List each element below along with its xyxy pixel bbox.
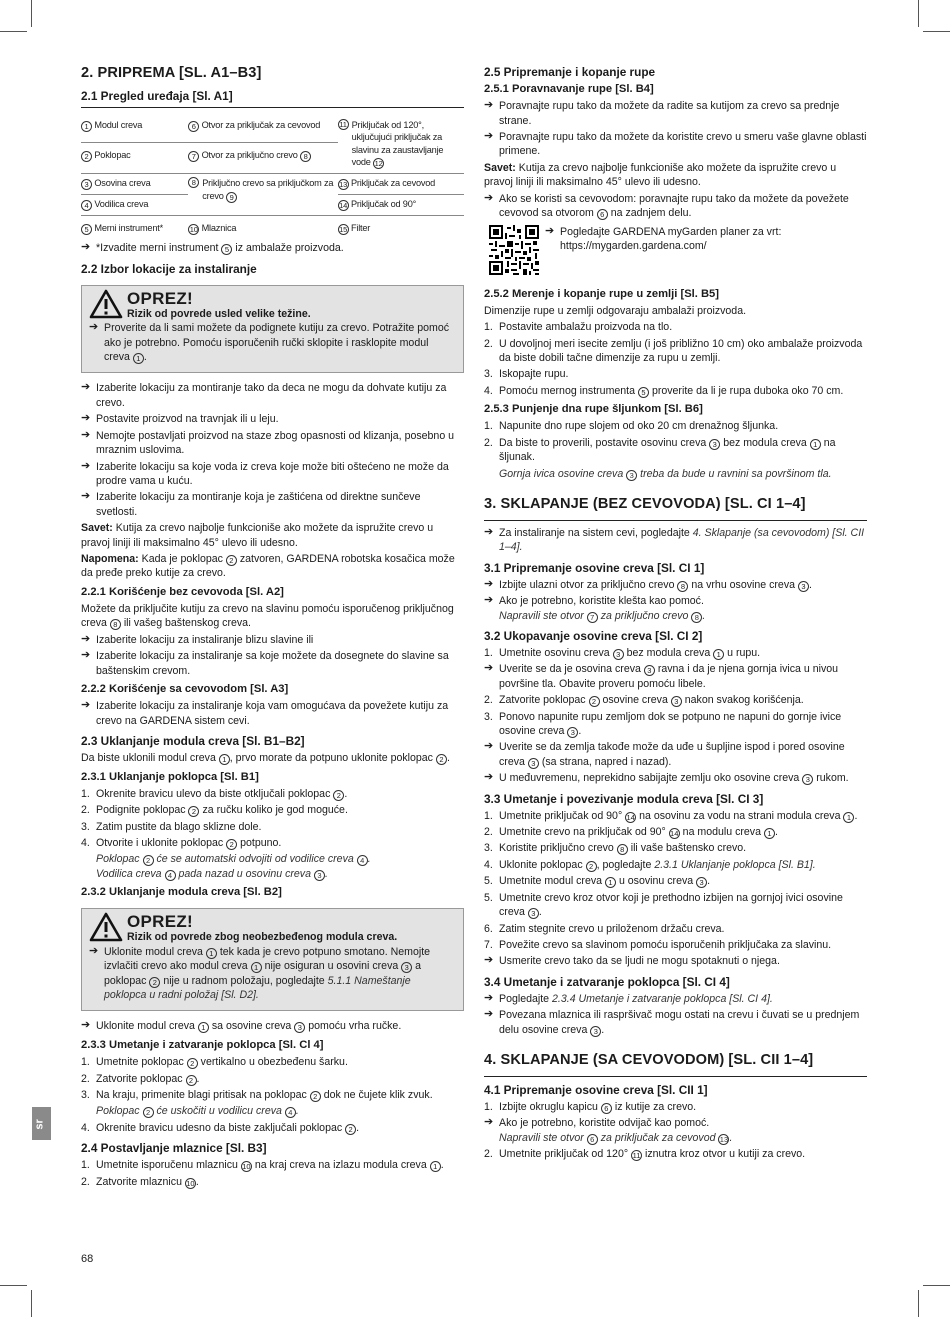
subsection-title: 3.3 Umetanje i povezivanje modula creva [Sl. CI 3]: [484, 791, 764, 806]
list-item: ➔ Poravnajte rupu tako da možete da koristite crevo u smeru vaše glavne oblasti primene.: [484, 130, 867, 158]
right-column: [484, 64, 867, 1163]
section-title: 2. PRIPREMA [SL. A1–B3]: [81, 65, 262, 81]
qr-block: ➔ Pogledajte GARDENA myGarden planer za vrt: https://mygarden.gardena.com/: [489, 225, 867, 275]
table-row: 4 Vodilica creva 14 Priključak od 90°: [81, 195, 464, 216]
warning-title: OPREZ!: [127, 912, 194, 932]
list-item: ➔ Za instaliranje na sistem cevi, pogledajte 4. Sklapanje (sa cevovodom) [Sl. CII 1–4].: [484, 525, 865, 554]
crop-mark: [31, 0, 32, 27]
subsection-title: 2.3 Uklanjanje modula creva [Sl. B1–B2]: [81, 734, 305, 749]
subsection-title: 3.1 Pripremanje osovine creva [Sl. CI 1]: [484, 560, 705, 575]
warning-subtitle: Rizik od povrede zbog neobezbeđenog modula creva.: [127, 931, 398, 944]
subsection-title: 3.2 Ukopavanje osovine creva [Sl. CI 2]: [484, 628, 703, 643]
result-text: Poklopac 2 će uskočiti u vodilicu creva 4 .: [96, 1105, 299, 1118]
list-item: 1. Umetnite priključak od 90° 14 na osovinu za vodu na strani modula creva 1 .: [484, 809, 858, 822]
list-item: ➔ Izaberite lokaciju za instaliranje blizu slavine ili: [81, 632, 314, 646]
subsection-title: 2.1 Pregled uređaja [Sl. A1]: [81, 88, 464, 108]
paragraph: Možete da priključite kutiju za crevo na slavinu pomoću isporučenog priključnog creva 8 ili vašeg baštenskog creva.: [81, 603, 454, 630]
list-item: ➔ Postavite proizvod na travnjak ili u leju.: [81, 412, 279, 426]
list-item: 2. U dovoljnoj meri isecite zemlju (i još približno 10 cm) oko ambalaže proizvoda da biste dobili tačne dimenzije za rupu u zemlji.: [484, 337, 863, 364]
subsection-title: 2.3.2 Uklanjanje modula creva [Sl. B2]: [81, 886, 282, 899]
warning-icon: [89, 289, 123, 319]
subsection-title: 2.3.3 Umetanje i zatvaranje poklopca [Sl. Cl 4]: [81, 1038, 324, 1051]
list-item: 1. Postavite ambalažu proizvoda na tlo.: [484, 321, 673, 334]
tip-paragraph: Savet: Kutija za crevo najbolje funkcioniše ako možete da ispružite crevo u pravoj liniji ili maksimalno 45° ulevo ili udesno.: [484, 161, 837, 189]
warning-box: OPREZ! Rizik od povrede zbog neobezbeđenog modula creva. ➔ Uklonite modul creva 1 tek kada je crevo potpuno smotano. Nemojte izvlačiti crevo ako modul creva 1 nije osiguran u osovini creva 3 a poklopac 2 nije u radnom položaju, pogledajte 5.1.1 Nameštanje poklopca u radni položaj [Sl. D2].: [81, 908, 464, 1011]
subsection-title: 2.5.2 Merenje i kopanje rupe u zemlji [Sl. B5]: [484, 287, 720, 300]
list-item: 2. Zatvorite mlaznicu 10.: [81, 1175, 199, 1188]
crop-mark: [918, 0, 919, 27]
list-item: 1. Umetnite osovinu creva 3 bez modula creva 1 u rupu.: [484, 646, 761, 659]
list-item: 6. Zatim stegnite crevo u priloženom držaču creva.: [484, 922, 725, 935]
list-item: ➔ Izaberite lokaciju za instaliranje koja vam omogućava da povežete kutiju za crevo na GARDENA sistem cevi.: [81, 699, 449, 727]
subsection-title: 2.5.3 Punjenje dna rupe šljunkom [Sl. B6]: [484, 403, 703, 416]
list-item: 3. Ponovo napunite rupu zemljom dok se potpuno ne napuni do gornje ivice osovine creva 3 .: [484, 710, 842, 738]
list-item: 2. Umetnite priključak od 120° 11 iznutra kroz otvor u kutiji za crevo.: [484, 1148, 806, 1161]
list-item: ➔ Uklonite modul creva 1 sa osovine creva 3 pomoću vrha ručke.: [81, 1019, 402, 1033]
list-item: 2. Zatvorite poklopac 2 .: [81, 1072, 200, 1085]
list-item: ➔ Izaberite lokaciju za montiranje koja je zaštićena od direktne sunčeve svetlosti.: [81, 490, 421, 518]
subsection-title: 2.5 Pripremanje i kopanje rupe: [484, 65, 656, 79]
page-number: 68: [81, 1253, 94, 1265]
language-tab: sr: [32, 1107, 51, 1140]
table-row: 5 Merni instrument* 10 Mlaznica 15 Filter: [81, 216, 464, 240]
crop-mark: [31, 1290, 32, 1317]
list-item: 2. Zatvorite poklopac 2 osovine creva 3 nakon svakog korišćenja.: [484, 694, 804, 707]
list-item: ➔ Izaberite lokaciju za instaliranje sa koje možete da dosegnete do slavine sa baštenskim crevom.: [81, 649, 449, 677]
warning-subtitle: Rizik od povrede usled velike težine.: [127, 307, 311, 320]
table-row: 1 Modul creva 6 Otvor za priključak za cevovod 11 Priključak od 120°, uključujući priključak za slavinu za zaustavljanje vode 12: [81, 116, 464, 143]
warning-title: OPREZ!: [127, 288, 194, 308]
list-item: 4. Uklonite poklopac 2 , pogledajte 2.3.1 Uklanjanje poklopca [Sl. B1].: [484, 858, 816, 871]
subsection-title: 2.3.1 Uklanjanje poklopca [Sl. B1]: [81, 770, 259, 783]
list-item: 4. Okrenite bravicu udesno da biste zaključali poklopac 2 .: [81, 1121, 360, 1134]
list-item: 2. Podignite poklopac 2 za ručku koliko je god moguće.: [81, 804, 348, 817]
list-item: ➔ Uverite se da zemlja takođe može da uđe u šupljine ispod i pored osovine creva 3 (sa strana, napred i nazad).: [484, 740, 845, 768]
result-text: Vodilica creva 4 pada nazad u osovinu creva 3 .: [96, 867, 328, 880]
list-item: ➔ Izaberite lokaciju sa koje voda iz creva koje može biti oštećeno ne može da prodre vama u kuću.: [81, 459, 449, 487]
note-paragraph: Napomena: Kada je poklopac 2 zatvoren, GARDENA robotska kosačica može da pređe preko kutije za crevo.: [81, 552, 455, 580]
list-item: 4. Pomoću mernog instrumenta 5 proverite da li je rupa duboka oko 70 cm.: [484, 384, 844, 397]
qr-code-icon: [489, 225, 539, 275]
list-item: ➔ Povezana mlaznica ili raspršivač mogu ostati na crevu i čuvati se u prednjem delu osovine creva 3 .: [484, 1008, 860, 1036]
table-row: 2 Poklopac 7 Otvor za priključno crevo 8: [81, 143, 464, 174]
list-item: 2. Umetnite crevo na priključak od 90° 14 na modulu creva 1 .: [484, 826, 778, 839]
crop-mark: [0, 31, 27, 32]
subsection-title: 2.2 Izbor lokacije za instaliranje: [81, 261, 257, 276]
result-text: Poklopac 2 će se automatski odvojiti od vodilice creva 4 .: [96, 853, 371, 866]
subsection-title: 2.2.2 Korišćenje sa cevovodom [Sl. A3]: [81, 683, 289, 696]
list-item: ➔ Izaberite lokaciju za montiranje tako da deca ne mogu da dohvate kutiju za crevo.: [81, 381, 447, 409]
crop-mark: [923, 1285, 950, 1286]
list-item: 3. Koristite priključno crevo 8 ili vaše baštensko crevo.: [484, 842, 747, 855]
parts-table: [81, 116, 464, 240]
tip-paragraph: Savet: Kutija za crevo najbolje funkcioniše ako možete da ispružite crevo u pravoj liniji ili maksimalno 45° ulevo ili udesno.: [81, 522, 434, 549]
list-item: ➔ *Izvadite merni instrument 5 iz ambalaže proizvoda.: [81, 241, 344, 255]
list-item: ➔ U međuvremenu, neprekidno sabijajte zemlju oko osovine creva 3 rukom.: [484, 771, 849, 785]
list-item: 3. Iskopajte rupu.: [484, 368, 569, 381]
paragraph: Dimenzije rupe u zemlji odgovaraju ambalaži proizvoda.: [484, 304, 747, 317]
list-item: ➔ Ako je potrebno, koristite klešta kao pomoć.: [484, 594, 704, 608]
list-item: ➔ Poravnajte rupu tako da možete da radite sa kutijom za crevo sa prednje strane.: [484, 99, 840, 127]
list-item: ➔ Nemojte postavljati proizvod na staze zbog opasnosti od klizanja, posebno u mraznim uslovima.: [81, 428, 455, 457]
list-item: 1. Umetnite poklopac 2 vertikalno u obezbeđenu šarku.: [81, 1056, 348, 1069]
list-item: 5. Umetnite crevo kroz otvor koji je prethodno izbijen na gornjoj ivici osovine creva 3 .: [484, 891, 843, 919]
subsection-title: 4.1 Pripremanje osovine creva [Sl. CII 1]: [484, 1082, 708, 1097]
planner-link-text[interactable]: Pogledajte GARDENA myGarden planer za vrt: https://mygarden.gardena.com/: [560, 225, 782, 252]
subsection-title: 2.5.1 Poravnavanje rupe [Sl. B4]: [484, 83, 654, 96]
list-item: ➔ Ako se koristi sa cevovodom: poravnajte rupu tako da možete da povežete cevovod sa otvorom 6 na zadnjem delu.: [484, 191, 849, 220]
result-text: Gornja ivica osovine creva 3 treba da bude u ravnini sa površinom tla.: [499, 467, 832, 480]
list-item: 1. Napunite dno rupe slojem od oko 20 cm drenažnog šljunka.: [484, 420, 779, 433]
list-item: 1. Okrenite bravicu ulevo da biste otključali poklopac 2 .: [81, 787, 348, 800]
list-item: 3. Na kraju, primenite blagi pritisak na poklopac 2 dok ne čujete klik zvuk.: [81, 1088, 433, 1101]
list-item: ➔ Pogledajte 2.3.4 Umetanje i zatvaranje poklopca [Sl. CI 4].: [484, 991, 773, 1005]
subsection-title: 3.4 Umetanje i zatvaranje poklopca [Sl. CI 4]: [484, 974, 730, 989]
section-title: 4. SKLAPANJE (SA CEVOVODOM) [SL. CII 1–4]: [484, 1051, 867, 1077]
list-item: 5. Umetnite modul creva 1 u osovinu creva 3 .: [484, 875, 711, 888]
list-item: 4. Otvorite i uklonite poklopac 2 potpuno.: [81, 836, 282, 849]
list-item: 3. Zatim pustite da blago sklizne dole.: [81, 820, 262, 833]
list-item: ➔ Ako je potrebno, koristite odvijač kao pomoć.: [484, 1116, 710, 1130]
list-item: 7. Povežite crevo sa slavinom pomoću isporučenih priključaka za slavinu.: [484, 938, 832, 951]
crop-mark: [923, 31, 950, 32]
subsection-title: 2.2.1 Korišćenje bez cevovoda [Sl. A2]: [81, 585, 284, 598]
table-row: 3 Osovina creva 8 Priključno crevo sa priključkom za crevo 9 13 Priključak za cevovod: [81, 174, 464, 195]
list-item: ➔ Usmerite crevo tako da se ljudi ne mogu spotaknuti o njega.: [484, 954, 780, 968]
location-list: [81, 381, 464, 519]
result-text: Napravili ste otvor 7 za priključno crevo 8 .: [499, 609, 706, 622]
warning-icon: [89, 912, 123, 942]
section-title: 3. SKLAPANJE (BEZ CEVOVODA) [SL. CI 1–4]: [484, 495, 867, 521]
crop-mark: [918, 1290, 919, 1317]
list-item: ➔ Uverite se da je osovina creva 3 ravna i da je njena gornja ivica u nivou površine tla. Obavite proveru pomoću libele.: [484, 662, 839, 690]
result-text: Napravili ste otvor 6 za priključak za cevovod 13.: [499, 1131, 733, 1144]
list-item: 1. Umetnite isporučenu mlaznicu 10 na kraj creva na izlazu modula creva 1 .: [81, 1159, 444, 1172]
crop-mark: [0, 1285, 27, 1286]
left-column: [81, 64, 464, 1191]
paragraph: Da biste uklonili modul creva 1 , prvo morate da potpuno uklonite poklopac 2 .: [81, 752, 450, 765]
list-item: 1. Izbijte okruglu kapicu 6 iz kutije za crevo.: [484, 1100, 697, 1113]
warning-box: OPREZ! Rizik od povrede usled velike težine. ➔ Proverite da li sami možete da podignete kutiju za crevo. Potražite pomoć ako je potrebno. Pomoću isporučenih ručki sklopite i rasklopite modul creva 1 .: [81, 285, 464, 374]
subsection-title: 2.4 Postavljanje mlaznice [Sl. B3]: [81, 1141, 267, 1156]
list-item: 2. Da biste to proverili, postavite osovinu creva 3 bez modula creva 1 na šljunak.: [484, 436, 836, 464]
list-item: ➔ Izbijte ulazni otvor za priključno crevo 8 na vrhu osovine creva 3 .: [484, 577, 812, 591]
